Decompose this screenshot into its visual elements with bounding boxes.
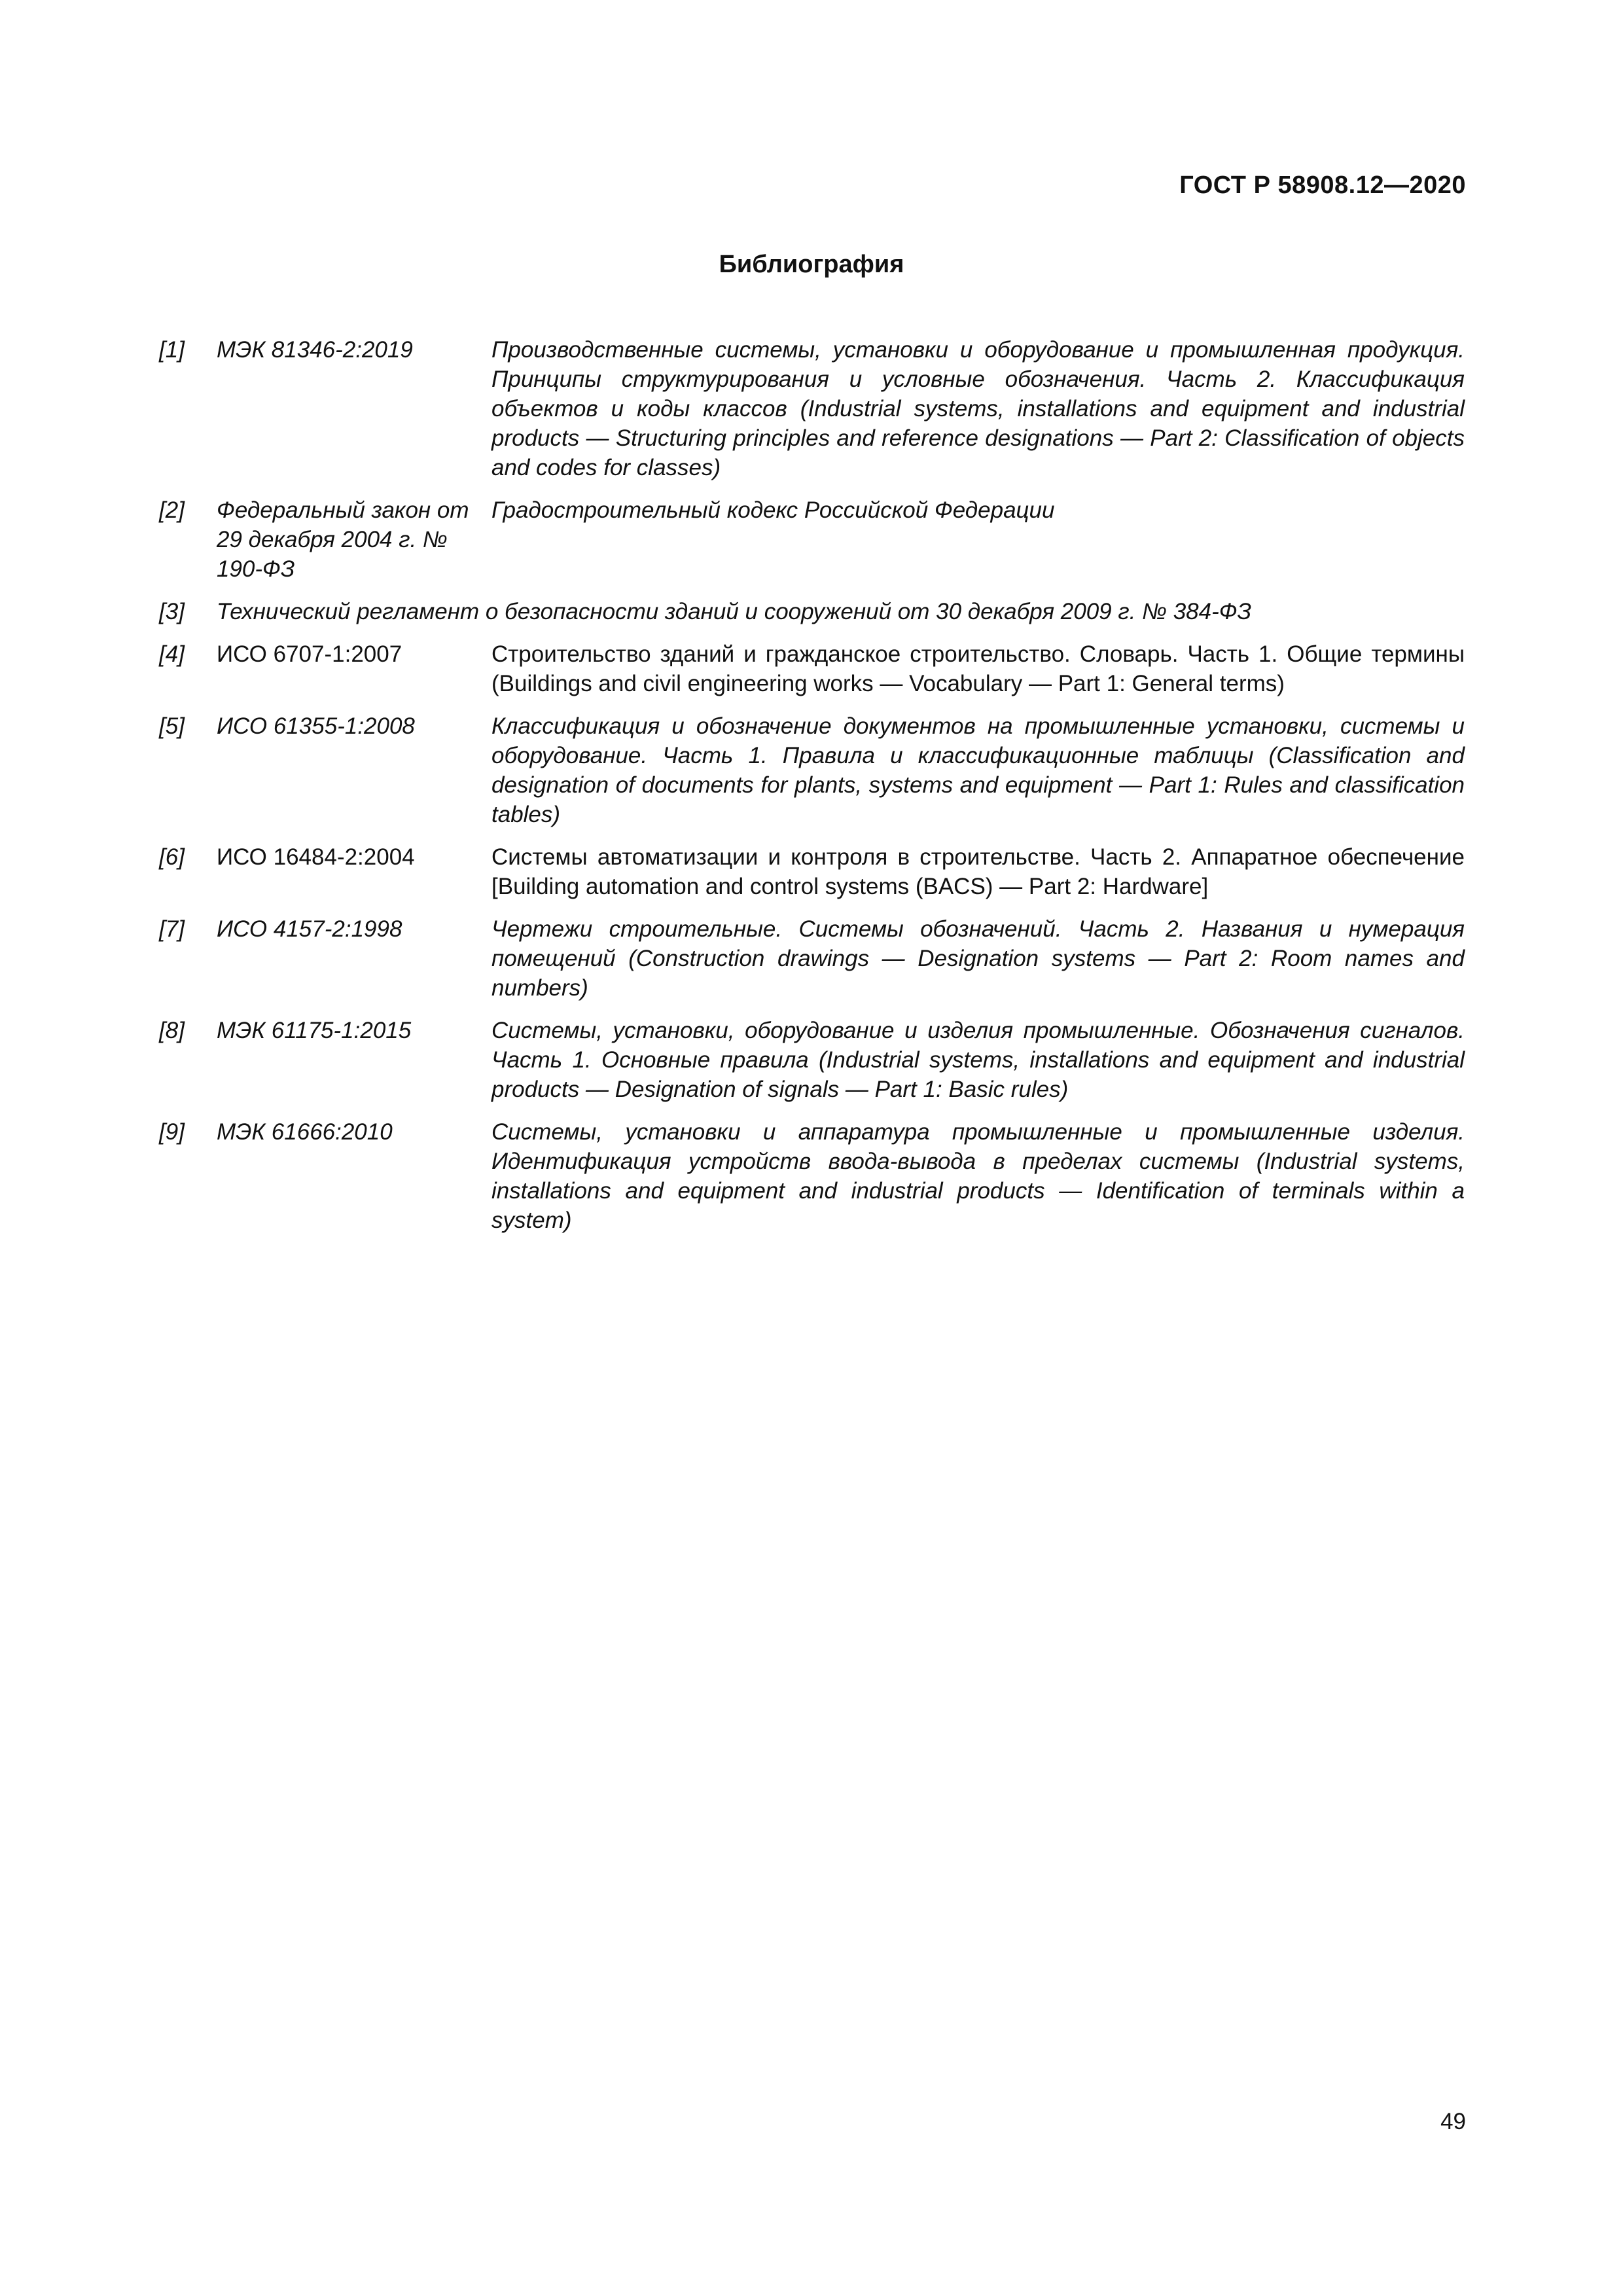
entry-number: [4] [159, 641, 185, 667]
entry-description: Технический регламент о безопасности зданий и сооружений от 30 декабря 2009 г. № 384-ФЗ [217, 599, 1252, 624]
entry-number: [2] [159, 497, 185, 523]
bibliography-list [159, 335, 1465, 1248]
bib-entry-2 [159, 495, 1465, 584]
bib-entry-5 [159, 711, 1465, 829]
entry-code: МЭК 81346-2:2019 [217, 337, 413, 363]
bib-entry-6 [159, 842, 1465, 901]
entry-description: Чертежи строительные. Системы обозначений. Часть 2. Названия и нумерация помещений (Construction drawings — Designation systems — Part 2: Room names and numbers) [491, 916, 1465, 1001]
page-number: 49 [1440, 2109, 1466, 2134]
entry-code: МЭК 61175-1:2015 [217, 1018, 412, 1043]
entry-description: Производственные системы, установки и оборудование и промышленная продукция. Принципы структурирования и условные обозначения. Часть 2. Классификация объектов и коды классов (Industrial systems, installations and equipment and industrial products — Structuring principles and reference designations — Part 2: Classification of objects and codes for classes) [491, 337, 1465, 480]
entry-code: Федеральный закон от 29 декабря 2004 г. № 190-ФЗ [217, 497, 469, 582]
bib-entry-4 [159, 639, 1465, 698]
page-title: Библиография [719, 251, 904, 278]
entry-description: Градостроительный кодекс Российской Федерации [491, 497, 1055, 523]
entry-description: Системы, установки и аппаратура промышленные и промышленные изделия. Идентификация устройств ввода-вывода в пределах системы (Industrial systems, installations and equipment and industrial products — Identification of terminals within a system) [491, 1119, 1465, 1233]
entry-number: [9] [159, 1119, 185, 1145]
entry-number: [8] [159, 1018, 185, 1043]
entry-number: [1] [159, 337, 185, 363]
bib-entry-1 [159, 335, 1465, 482]
entry-number: [6] [159, 844, 185, 870]
entry-description: Строительство зданий и гражданское строительство. Словарь. Часть 1. Общие термины (Buildings and civil engineering works — Vocabulary — Part 1: General terms) [491, 641, 1465, 696]
entry-code: ИСО 61355-1:2008 [217, 713, 415, 739]
entry-code: МЭК 61666:2010 [217, 1119, 393, 1145]
entry-number: [5] [159, 713, 185, 739]
entry-number: [3] [159, 599, 185, 624]
entry-code: ИСО 6707-1:2007 [217, 641, 402, 667]
entry-description: Системы, установки, оборудование и изделия промышленные. Обозначения сигналов. Часть 1. Основные правила (Industrial systems, installations and equipment and industrial products — Designation of signals — Part 1: Basic rules) [491, 1018, 1465, 1102]
standard-code: ГОСТ Р 58908.12—2020 [1179, 171, 1466, 199]
bib-entry-9 [159, 1117, 1465, 1235]
entry-description: Системы автоматизации и контроля в строительстве. Часть 2. Аппаратное обеспечение [Building automation and control systems (BACS) — Part 2: Hardware] [491, 844, 1465, 899]
entry-code: ИСО 16484-2:2004 [217, 844, 415, 870]
entry-number: [7] [159, 916, 185, 942]
entry-description: Классификация и обозначение документов на промышленные установки, системы и оборудование. Часть 1. Правила и классификационные таблицы (Classification and designation of documents for plants, systems and equipment — Part 1: Rules and classification tables) [491, 713, 1465, 827]
bib-entry-7 [159, 914, 1465, 1003]
bib-entry-3 [159, 597, 1465, 626]
entry-code: ИСО 4157-2:1998 [217, 916, 402, 942]
bib-entry-8 [159, 1016, 1465, 1104]
